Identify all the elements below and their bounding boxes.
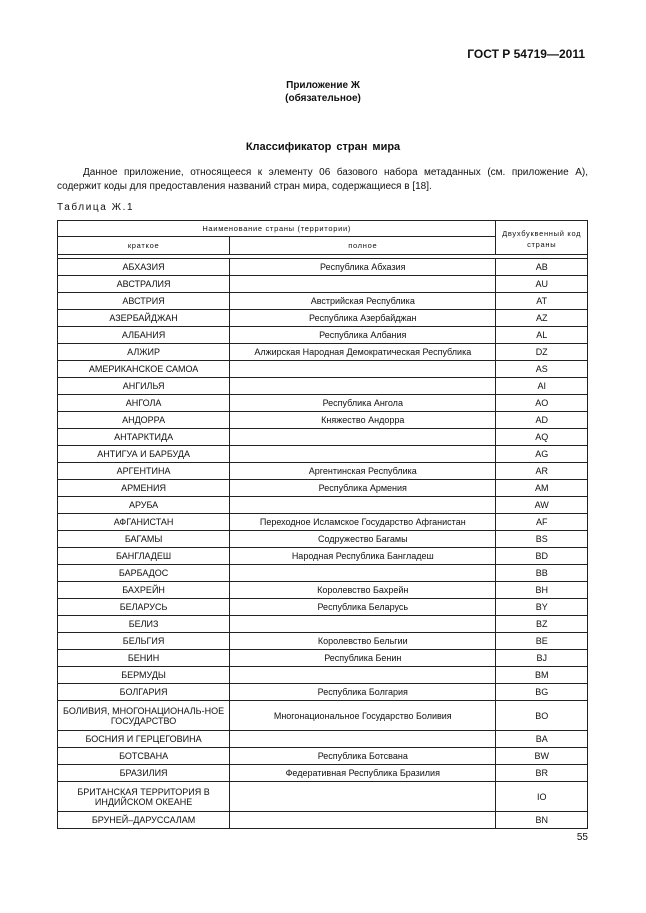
table-row	[58, 446, 588, 463]
cell-full-name	[230, 731, 496, 748]
table-row	[58, 748, 588, 765]
cell-short-name: БОТСВАНА	[58, 748, 230, 765]
table-row	[58, 327, 588, 344]
table-row	[58, 344, 588, 361]
table-row	[58, 259, 588, 276]
cell-country-code: IO	[496, 782, 588, 812]
cell-full-name: Королевство Бахрейн	[230, 582, 496, 599]
table-row	[58, 463, 588, 480]
table-row	[58, 531, 588, 548]
cell-short-name: АРГЕНТИНА	[58, 463, 230, 480]
column-group-name: Наименование страны (территории)	[58, 221, 496, 237]
cell-short-name: АНТАРКТИДА	[58, 429, 230, 446]
cell-full-name: Княжество Андорра	[230, 412, 496, 429]
cell-full-name	[230, 616, 496, 633]
cell-country-code: BW	[496, 748, 588, 765]
cell-country-code: AO	[496, 395, 588, 412]
cell-short-name: БЕЛЬГИЯ	[58, 633, 230, 650]
cell-country-code: AD	[496, 412, 588, 429]
cell-full-name: Народная Республика Бангладеш	[230, 548, 496, 565]
cell-short-name: БОСНИЯ И ГЕРЦЕГОВИНА	[58, 731, 230, 748]
cell-full-name	[230, 667, 496, 684]
column-full: полное	[230, 237, 496, 255]
table-row	[58, 497, 588, 514]
cell-short-name: АЛБАНИЯ	[58, 327, 230, 344]
table-row	[58, 782, 588, 812]
table-row	[58, 276, 588, 293]
table-row	[58, 565, 588, 582]
cell-full-name: Аргентинская Республика	[230, 463, 496, 480]
cell-short-name: БРУНЕЙ–ДАРУССАЛАМ	[58, 812, 230, 829]
cell-country-code: AQ	[496, 429, 588, 446]
cell-country-code: DZ	[496, 344, 588, 361]
cell-short-name: БАГАМЫ	[58, 531, 230, 548]
intro-text: Данное приложение, относящееся к элементу 06 базового набора метаданных (см. приложение А), содержит коды для предоставления названий стран мира, содержащиеся в [18].	[57, 167, 588, 192]
cell-country-code: AB	[496, 259, 588, 276]
cell-short-name: БЕРМУДЫ	[58, 667, 230, 684]
cell-full-name: Королевство Бельгии	[230, 633, 496, 650]
page-number: 55	[576, 832, 588, 843]
cell-short-name: АМЕРИКАНСКОЕ САМОА	[58, 361, 230, 378]
cell-short-name: АНДОРРА	[58, 412, 230, 429]
cell-country-code: AM	[496, 480, 588, 497]
table-row	[58, 765, 588, 782]
cell-full-name: Республика Азербайджан	[230, 310, 496, 327]
table-row	[58, 480, 588, 497]
table-row	[58, 812, 588, 829]
cell-full-name	[230, 276, 496, 293]
table-body	[58, 255, 588, 829]
cell-country-code: AW	[496, 497, 588, 514]
cell-short-name: БРИТАНСКАЯ ТЕРРИТОРИЯ В ИНДИЙСКОМ ОКЕАНЕ	[58, 782, 230, 812]
cell-full-name: Республика Ангола	[230, 395, 496, 412]
cell-short-name: АФГАНИСТАН	[58, 514, 230, 531]
cell-short-name: БАРБАДОС	[58, 565, 230, 582]
page-title: Классификатор стран мира	[245, 141, 401, 153]
cell-full-name	[230, 361, 496, 378]
cell-full-name: Федеративная Республика Бразилия	[230, 765, 496, 782]
table-row	[58, 633, 588, 650]
cell-short-name: АЗЕРБАЙДЖАН	[58, 310, 230, 327]
cell-country-code: BH	[496, 582, 588, 599]
cell-full-name: Содружество Багамы	[230, 531, 496, 548]
cell-full-name: Республика Беларусь	[230, 599, 496, 616]
table-row	[58, 731, 588, 748]
cell-short-name: АБХАЗИЯ	[58, 259, 230, 276]
cell-full-name: Австрийская Республика	[230, 293, 496, 310]
cell-country-code: AL	[496, 327, 588, 344]
cell-country-code: BM	[496, 667, 588, 684]
cell-short-name: БАНГЛАДЕШ	[58, 548, 230, 565]
standard-designation: ГОСТ Р 54719—2011	[467, 47, 585, 61]
cell-full-name	[230, 429, 496, 446]
cell-country-code: AR	[496, 463, 588, 480]
cell-country-code: BR	[496, 765, 588, 782]
cell-short-name: АВСТРИЯ	[58, 293, 230, 310]
cell-country-code: BJ	[496, 650, 588, 667]
cell-short-name: АРУБА	[58, 497, 230, 514]
cell-short-name: БАХРЕЙН	[58, 582, 230, 599]
table-row	[58, 378, 588, 395]
table-row	[58, 582, 588, 599]
cell-full-name: Переходное Исламское Государство Афганистан	[230, 514, 496, 531]
cell-country-code: BD	[496, 548, 588, 565]
column-short: краткое	[58, 237, 230, 255]
cell-short-name: АНГИЛЬЯ	[58, 378, 230, 395]
cell-short-name: БОЛГАРИЯ	[58, 684, 230, 701]
cell-full-name: Республика Бенин	[230, 650, 496, 667]
table-row	[58, 548, 588, 565]
table-row	[58, 293, 588, 310]
table-row	[58, 361, 588, 378]
cell-full-name: Республика Албания	[230, 327, 496, 344]
appendix-heading	[0, 79, 646, 105]
cell-short-name: АВСТРАЛИЯ	[58, 276, 230, 293]
cell-short-name: БОЛИВИЯ, МНОГОНАЦИОНАЛЬ-НОЕ ГОСУДАРСТВО	[58, 701, 230, 731]
table-row	[58, 599, 588, 616]
cell-country-code: BY	[496, 599, 588, 616]
cell-short-name: БЕЛАРУСЬ	[58, 599, 230, 616]
table-caption: Таблица Ж.1	[57, 202, 135, 213]
table-row	[58, 395, 588, 412]
table-row	[58, 310, 588, 327]
cell-country-code: BS	[496, 531, 588, 548]
table-row	[58, 616, 588, 633]
cell-short-name: АЛЖИР	[58, 344, 230, 361]
cell-country-code: AF	[496, 514, 588, 531]
cell-full-name	[230, 497, 496, 514]
table-row	[58, 412, 588, 429]
cell-country-code: BE	[496, 633, 588, 650]
cell-full-name: Республика Болгария	[230, 684, 496, 701]
cell-country-code: BB	[496, 565, 588, 582]
cell-short-name: АНГОЛА	[58, 395, 230, 412]
cell-short-name: АРМЕНИЯ	[58, 480, 230, 497]
cell-country-code: AS	[496, 361, 588, 378]
table-row	[58, 514, 588, 531]
table-row	[58, 667, 588, 684]
column-code: Двухбуквенный код страны	[496, 221, 588, 255]
table-row	[58, 701, 588, 731]
cell-full-name	[230, 565, 496, 582]
table-header	[58, 221, 588, 255]
cell-full-name: Многонациональное Государство Боливия	[230, 701, 496, 731]
cell-short-name: АНТИГУА И БАРБУДА	[58, 446, 230, 463]
table-row	[58, 429, 588, 446]
cell-country-code: AU	[496, 276, 588, 293]
appendix-status: (обязательное)	[285, 93, 361, 104]
cell-full-name	[230, 782, 496, 812]
cell-full-name: Алжирская Народная Демократическая Республика	[230, 344, 496, 361]
cell-country-code: BO	[496, 701, 588, 731]
cell-country-code: BN	[496, 812, 588, 829]
cell-country-code: AZ	[496, 310, 588, 327]
intro-paragraph	[57, 166, 588, 194]
table-row	[58, 684, 588, 701]
table-row	[58, 650, 588, 667]
country-classifier-table	[57, 220, 588, 829]
cell-full-name: Республика Армения	[230, 480, 496, 497]
cell-country-code: AT	[496, 293, 588, 310]
appendix-title: Приложение Ж	[286, 80, 360, 91]
cell-full-name	[230, 446, 496, 463]
cell-country-code: BG	[496, 684, 588, 701]
cell-full-name	[230, 812, 496, 829]
cell-country-code: BA	[496, 731, 588, 748]
cell-country-code: AI	[496, 378, 588, 395]
cell-short-name: БЕЛИЗ	[58, 616, 230, 633]
cell-country-code: AG	[496, 446, 588, 463]
cell-short-name: БРАЗИЛИЯ	[58, 765, 230, 782]
cell-full-name	[230, 378, 496, 395]
cell-full-name: Республика Ботсвана	[230, 748, 496, 765]
cell-full-name: Республика Абхазия	[230, 259, 496, 276]
cell-country-code: BZ	[496, 616, 588, 633]
cell-short-name: БЕНИН	[58, 650, 230, 667]
